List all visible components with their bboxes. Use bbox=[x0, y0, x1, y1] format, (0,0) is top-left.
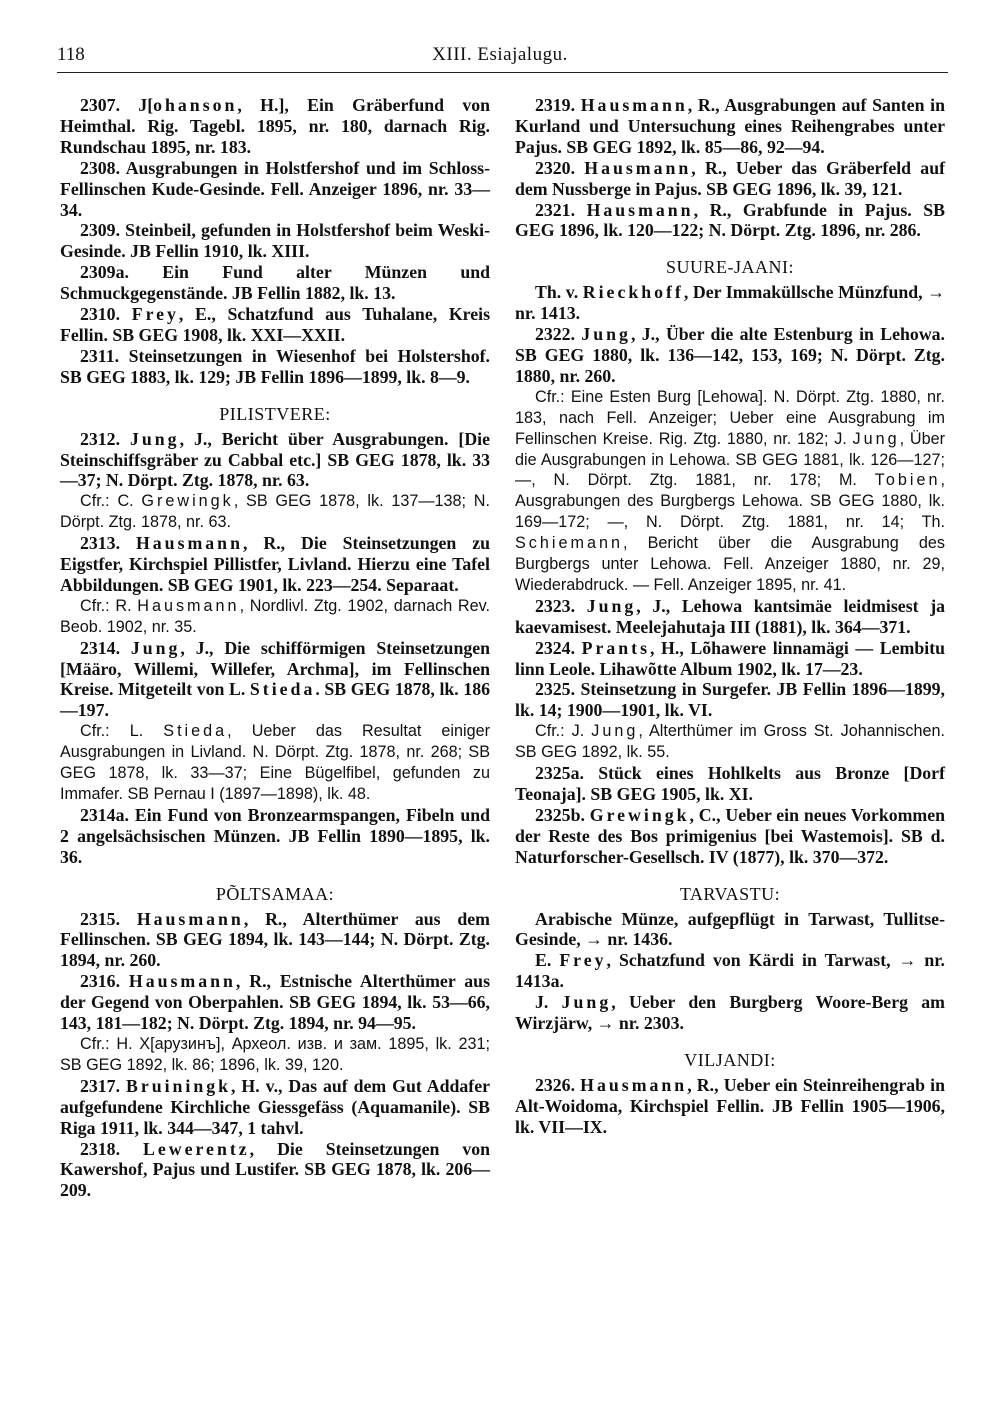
bibliography-entry bbox=[515, 200, 945, 242]
bibliography-entry bbox=[515, 992, 945, 1034]
entry-text: 2309. Steinbeil, gefunden in Holstfershof beim Weski-Gesinde. JB Fellin 1910, lk. XIII. bbox=[60, 220, 490, 262]
author-name: Jung bbox=[591, 722, 639, 741]
entry-text: Cfr.: C. bbox=[80, 492, 142, 511]
entry-text: 2318. bbox=[80, 1138, 143, 1159]
entry-text: 2316. bbox=[80, 971, 129, 992]
bibliography-entry bbox=[515, 282, 945, 324]
entry-text: 2314a. Ein Fund von Bronzearmspangen, Fibeln und 2 angelsächsischen Münzen. JB Fellin 1890—1895, lk. 36. bbox=[60, 804, 490, 867]
entry-text: , Alterthümer im Gross St. Johannischen. SB GEG 1892, lk. 55. bbox=[515, 722, 945, 762]
entry-text: , R., Estnische Alterthümer aus der Gegend von Oberpahlen. SB GEG 1894, lk. 53—66, 143, 181—182; N. Dörpt. Ztg. 1894, nr. 94—95. bbox=[60, 971, 490, 1034]
entry-text: , J., Lehowa kantsimäe leidmisest ja kaevamisest. Meelejahutaja III (1881), lk. 364—371. bbox=[515, 595, 946, 637]
right-column bbox=[515, 95, 945, 1138]
section-heading: SUURE-JAANI: bbox=[665, 257, 794, 278]
bibliography-entry bbox=[515, 763, 945, 805]
bibliography-entry bbox=[60, 346, 490, 388]
entry-text: 2310. bbox=[80, 304, 132, 325]
entry-text: 2320. bbox=[535, 157, 585, 178]
entry-text: 2312. bbox=[80, 428, 130, 449]
bibliography-entry bbox=[60, 971, 490, 1034]
entry-text: Cfr.: Eine Esten Burg [Lehowa]. N. Dörpt. Ztg. 1880, nr. 183, nach Fell. Anzeiger; Ueber eine Ausgrabung im Fellinschen Kreise. Rig. Ztg. 1880, nr. 182; J. bbox=[515, 387, 945, 448]
header-rule bbox=[57, 72, 948, 73]
entry-text: Cfr.: R. bbox=[80, 596, 138, 615]
entry-text: , R., Alterthümer aus dem Fellinschen. SB GEG 1894, lk. 143—144; N. Dörpt. Ztg. 1894, nr. 260. bbox=[60, 908, 490, 971]
entry-text: 2314. bbox=[80, 637, 131, 658]
entry-text: 2311. Steinsetzungen in Wiesenhof bei Holstershof. SB GEG 1883, lk. 129; JB Fellin 1896—1899, lk. 8—9. bbox=[60, 345, 490, 387]
author-name: Hausmann bbox=[135, 533, 243, 554]
entry-text: 2319. bbox=[535, 95, 581, 115]
entry-text: , Ueber das Resultat einiger Ausgrabungen in Livland. N. Dörpt. Ztg. 1878, nr. 268; SB GEG 1878, lk. 33—37; Eine Bügelfibel, gefunden zu Immafer. SB Pernau I (1897—1898), lk. 48. bbox=[60, 722, 490, 803]
entry-text: Arabische Münze, aufgepflügt in Tarwast, Tullitse-Gesinde, → nr. 1436. bbox=[515, 908, 945, 950]
author-name: Hausmann bbox=[128, 971, 236, 992]
entry-text: , H.], Ein Gräberfund von Heimthal. Rig. Tagebl. 1895, nr. 180, darnach Rig. Rundschau 1895, nr. 183. bbox=[60, 95, 490, 157]
author-name: Grewingk bbox=[141, 492, 234, 511]
entry-text: , R., Ueber ein Steinreihengrab in Alt-Woidoma, Kirchspiel Fellin. JB Fellin 1905—1906, lk. VII—IX. bbox=[515, 1074, 945, 1137]
entry-text: Cfr.: Н. Х[арузинъ], Археол. изв. и зам. 1895, lk. 231; SB GEG 1892, lk. 86; 1896, lk. 39, 120. bbox=[60, 1034, 490, 1074]
entry-text: E. bbox=[535, 950, 560, 971]
page-number: 118 bbox=[57, 44, 85, 65]
entry-text: 2324. bbox=[535, 637, 582, 658]
author-name: Jung bbox=[561, 992, 612, 1013]
cross-reference bbox=[60, 491, 490, 533]
author-name: Grewingk bbox=[589, 804, 690, 825]
author-name: Jung bbox=[586, 595, 637, 616]
author-name: Stieda bbox=[163, 722, 228, 741]
author-name: Prants bbox=[581, 637, 650, 658]
entry-text: 2315. bbox=[80, 908, 137, 929]
entry-text: , Der Immaküllsche Münzfund, → nr. 1413. bbox=[515, 282, 945, 324]
bibliography-entry bbox=[60, 158, 490, 221]
bibliography-entry bbox=[60, 1076, 490, 1139]
entry-text: , R., Die Steinsetzungen zu Eigstfer, Kirchspiel Pillistfer, Livland. Hierzu eine Tafel Abbildungen. SB GEG 1901, lk. 223—254. Separaat. bbox=[60, 533, 490, 595]
bibliography-entry bbox=[60, 304, 490, 346]
entry-text: 2313. bbox=[80, 533, 136, 554]
cross-reference bbox=[515, 387, 945, 596]
author-name: Hausmann bbox=[137, 596, 240, 615]
bibliography-entry bbox=[515, 950, 945, 992]
cross-reference bbox=[515, 721, 945, 763]
entry-text: J. bbox=[535, 992, 562, 1013]
author-name: Hausmann bbox=[580, 95, 688, 115]
entry-text: , H. v., Das auf dem Gut Addafer aufgefundene Kirchliche Giessgefäss (Aquamanile). SB Riga 1911, lk. 344—347, 1 tahvl. bbox=[60, 1075, 490, 1138]
entry-text: , C., Ueber ein neues Vorkommen der Reste des Bos primigenius [bei Wastemois]. SB d. Naturforscher-Gesellsch. IV (1877), lk. 370—372. bbox=[515, 804, 946, 867]
author-name: Schiemann bbox=[515, 534, 623, 553]
entry-text: , H., Lõhawere linnamägi — Lembitu linn Leole. Lihawõtte Album 1902, lk. 17—23. bbox=[515, 637, 946, 679]
running-header: XIII. Esiajalugu. bbox=[432, 44, 568, 65]
entry-text: , Schatzfund von Kärdi in Tarwast, → nr. 1413a. bbox=[515, 950, 945, 992]
entry-text: , SB GEG 1878, lk. 137—138; N. Dörpt. Ztg. 1878, nr. 63. bbox=[60, 492, 490, 532]
cross-reference bbox=[60, 721, 490, 805]
cross-reference bbox=[60, 596, 490, 638]
entry-text: Th. v. bbox=[535, 282, 583, 303]
author-name: Lewerentz bbox=[143, 1138, 250, 1159]
bibliography-entry bbox=[60, 909, 490, 972]
entry-text: , Über die Ausgrabungen in Lehowa. SB GEG 1881, lk. 126—127; —, N. Dörpt. Ztg. 1881, nr. 178; M. bbox=[515, 429, 945, 490]
bibliography-entry bbox=[60, 533, 490, 596]
bibliography-entry bbox=[515, 158, 945, 200]
section-heading: PÕLTSAMAA: bbox=[215, 883, 335, 904]
author-name: Hausmann bbox=[580, 1074, 688, 1095]
bibliography-entry bbox=[515, 324, 945, 387]
left-column bbox=[60, 95, 490, 1201]
section-heading: PILISTVERE: bbox=[219, 403, 331, 424]
entry-text: 2308. Ausgrabungen in Holstfershof und im Schloss-Fellinschen Kude-Gesinde. Fell. Anzeiger 1896, nr. 33—34. bbox=[60, 157, 490, 220]
author-name: Hausmann bbox=[586, 199, 694, 220]
author-name: Tobien bbox=[874, 471, 941, 490]
entry-text: . SB GEG 1878, lk. 186—197. bbox=[60, 679, 490, 721]
bibliography-entry bbox=[515, 679, 945, 721]
bibliography-entry bbox=[515, 95, 945, 158]
section-heading: TARVASTU: bbox=[679, 883, 781, 904]
entry-text: 2325. Steinsetzung in Surgefer. JB Fellin 1896—1899, lk. 14; 1900—1901, lk. VI. bbox=[515, 679, 945, 721]
entry-text: , Ausgrabungen des Burgbergs Lehowa. SB GEG 1880, lk. 169—172; —, N. Dörpt. Ztg. 1881, nr. 14; Th. bbox=[515, 471, 945, 532]
entry-text: , R., Ueber das Gräberfeld auf dem Nussberge in Pajus. SB GEG 1896, lk. 39, 121. bbox=[515, 157, 946, 199]
author-name: Jung bbox=[852, 429, 900, 448]
bibliography-entry bbox=[515, 805, 945, 868]
entry-text: 2325a. Stück eines Hohlkelts aus Bronze [Dorf Teonaja]. SB GEG 1905, lk. XI. bbox=[515, 763, 945, 804]
bibliography-entry bbox=[60, 262, 490, 304]
bibliography-entry bbox=[60, 429, 490, 492]
author-name: Bruiningk bbox=[125, 1075, 232, 1096]
bibliography-entry bbox=[515, 909, 945, 951]
entry-text: , Die Steinsetzungen von Kawershof, Pajus und Lustifer. SB GEG 1878, lk. 206—209. bbox=[60, 1138, 491, 1201]
author-name: ohanson bbox=[153, 95, 238, 115]
author-name: Jung bbox=[130, 428, 180, 449]
author-name: Hausmann bbox=[584, 157, 692, 178]
entry-text: 2307. J[ bbox=[80, 95, 154, 115]
author-name: Frey bbox=[559, 950, 607, 971]
entry-text: Cfr.: J. bbox=[535, 722, 592, 741]
entry-text: , E., Schatzfund aus Tuhalane, Kreis Fellin. SB GEG 1908, lk. XXI—XXII. bbox=[60, 304, 491, 345]
bibliography-entry bbox=[60, 1139, 490, 1202]
entry-text: 2317. bbox=[80, 1075, 126, 1096]
entry-text: 2323. bbox=[535, 595, 587, 616]
bibliography-entry bbox=[60, 638, 490, 722]
entry-text: , J., Über die alte Estenburg in Lehowa. SB GEG 1880, lk. 136—142, 153, 169; N. Dörpt. Ztg. 1880, nr. 260. bbox=[515, 324, 945, 386]
entry-text: 2325b. bbox=[535, 804, 590, 825]
author-name: Stieda bbox=[249, 679, 316, 700]
entry-text: 2321. bbox=[535, 199, 587, 220]
author-name: Jung bbox=[130, 637, 181, 658]
entry-text: , R., Ausgrabungen auf Santen in Kurland und Untersuchung eines Reihengrabes unter Pajus. SB GEG 1892, lk. 85—86, 92—94. bbox=[515, 95, 945, 157]
author-name: Hausmann bbox=[136, 908, 244, 929]
entry-text: Cfr.: L. bbox=[80, 722, 164, 741]
entry-text: 2326. bbox=[535, 1074, 581, 1095]
entry-text: , Nordlivl. Ztg. 1902, darnach Rev. Beob. 1902, nr. 35. bbox=[60, 596, 490, 636]
section-heading: VILJANDI: bbox=[684, 1049, 776, 1070]
bibliography-entry bbox=[515, 596, 945, 638]
entry-text: , J., Bericht über Ausgrabungen. [Die Steinschiffsgräber zu Cabbal etc.] SB GEG 1878, lk. 33—37; N. Dörpt. Ztg. 1878, nr. 63. bbox=[60, 428, 490, 491]
entry-text: 2309a. Ein Fund alter Münzen und Schmuckgegenstände. JB Fellin 1882, lk. 13. bbox=[60, 262, 490, 304]
entry-text: , Bericht über die Ausgrabung des Burgbergs unter Lehowa. Fell. Anzeiger 1880, nr. 29, Wiederabdruck. — Fell. Anzeiger 1895, nr. 41. bbox=[515, 534, 945, 594]
entry-text: , R., Grabfunde in Pajus. SB GEG 1896, lk. 120—122; N. Dörpt. Ztg. 1896, nr. 286. bbox=[515, 199, 945, 241]
bibliography-entry bbox=[515, 638, 945, 680]
bibliography-entry bbox=[60, 95, 490, 158]
author-name: Jung bbox=[581, 324, 631, 345]
bibliography-entry bbox=[60, 220, 490, 262]
entry-text: 2322. bbox=[535, 324, 582, 345]
author-name: Rieckhoff bbox=[582, 282, 684, 303]
author-name: Frey bbox=[131, 304, 179, 325]
entry-text: , J., Die schifförmigen Steinsetzungen [Määro, Willemi, Willefer, Archma], im Fellinschen Kreise. Mitgeteilt von L. bbox=[60, 637, 491, 700]
cross-reference bbox=[60, 1034, 490, 1076]
bibliography-entry bbox=[60, 805, 490, 868]
bibliography-entry bbox=[515, 1075, 945, 1138]
entry-text: , Ueber den Burgberg Woore-Berg am Wirzjärw, → nr. 2303. bbox=[515, 992, 945, 1034]
